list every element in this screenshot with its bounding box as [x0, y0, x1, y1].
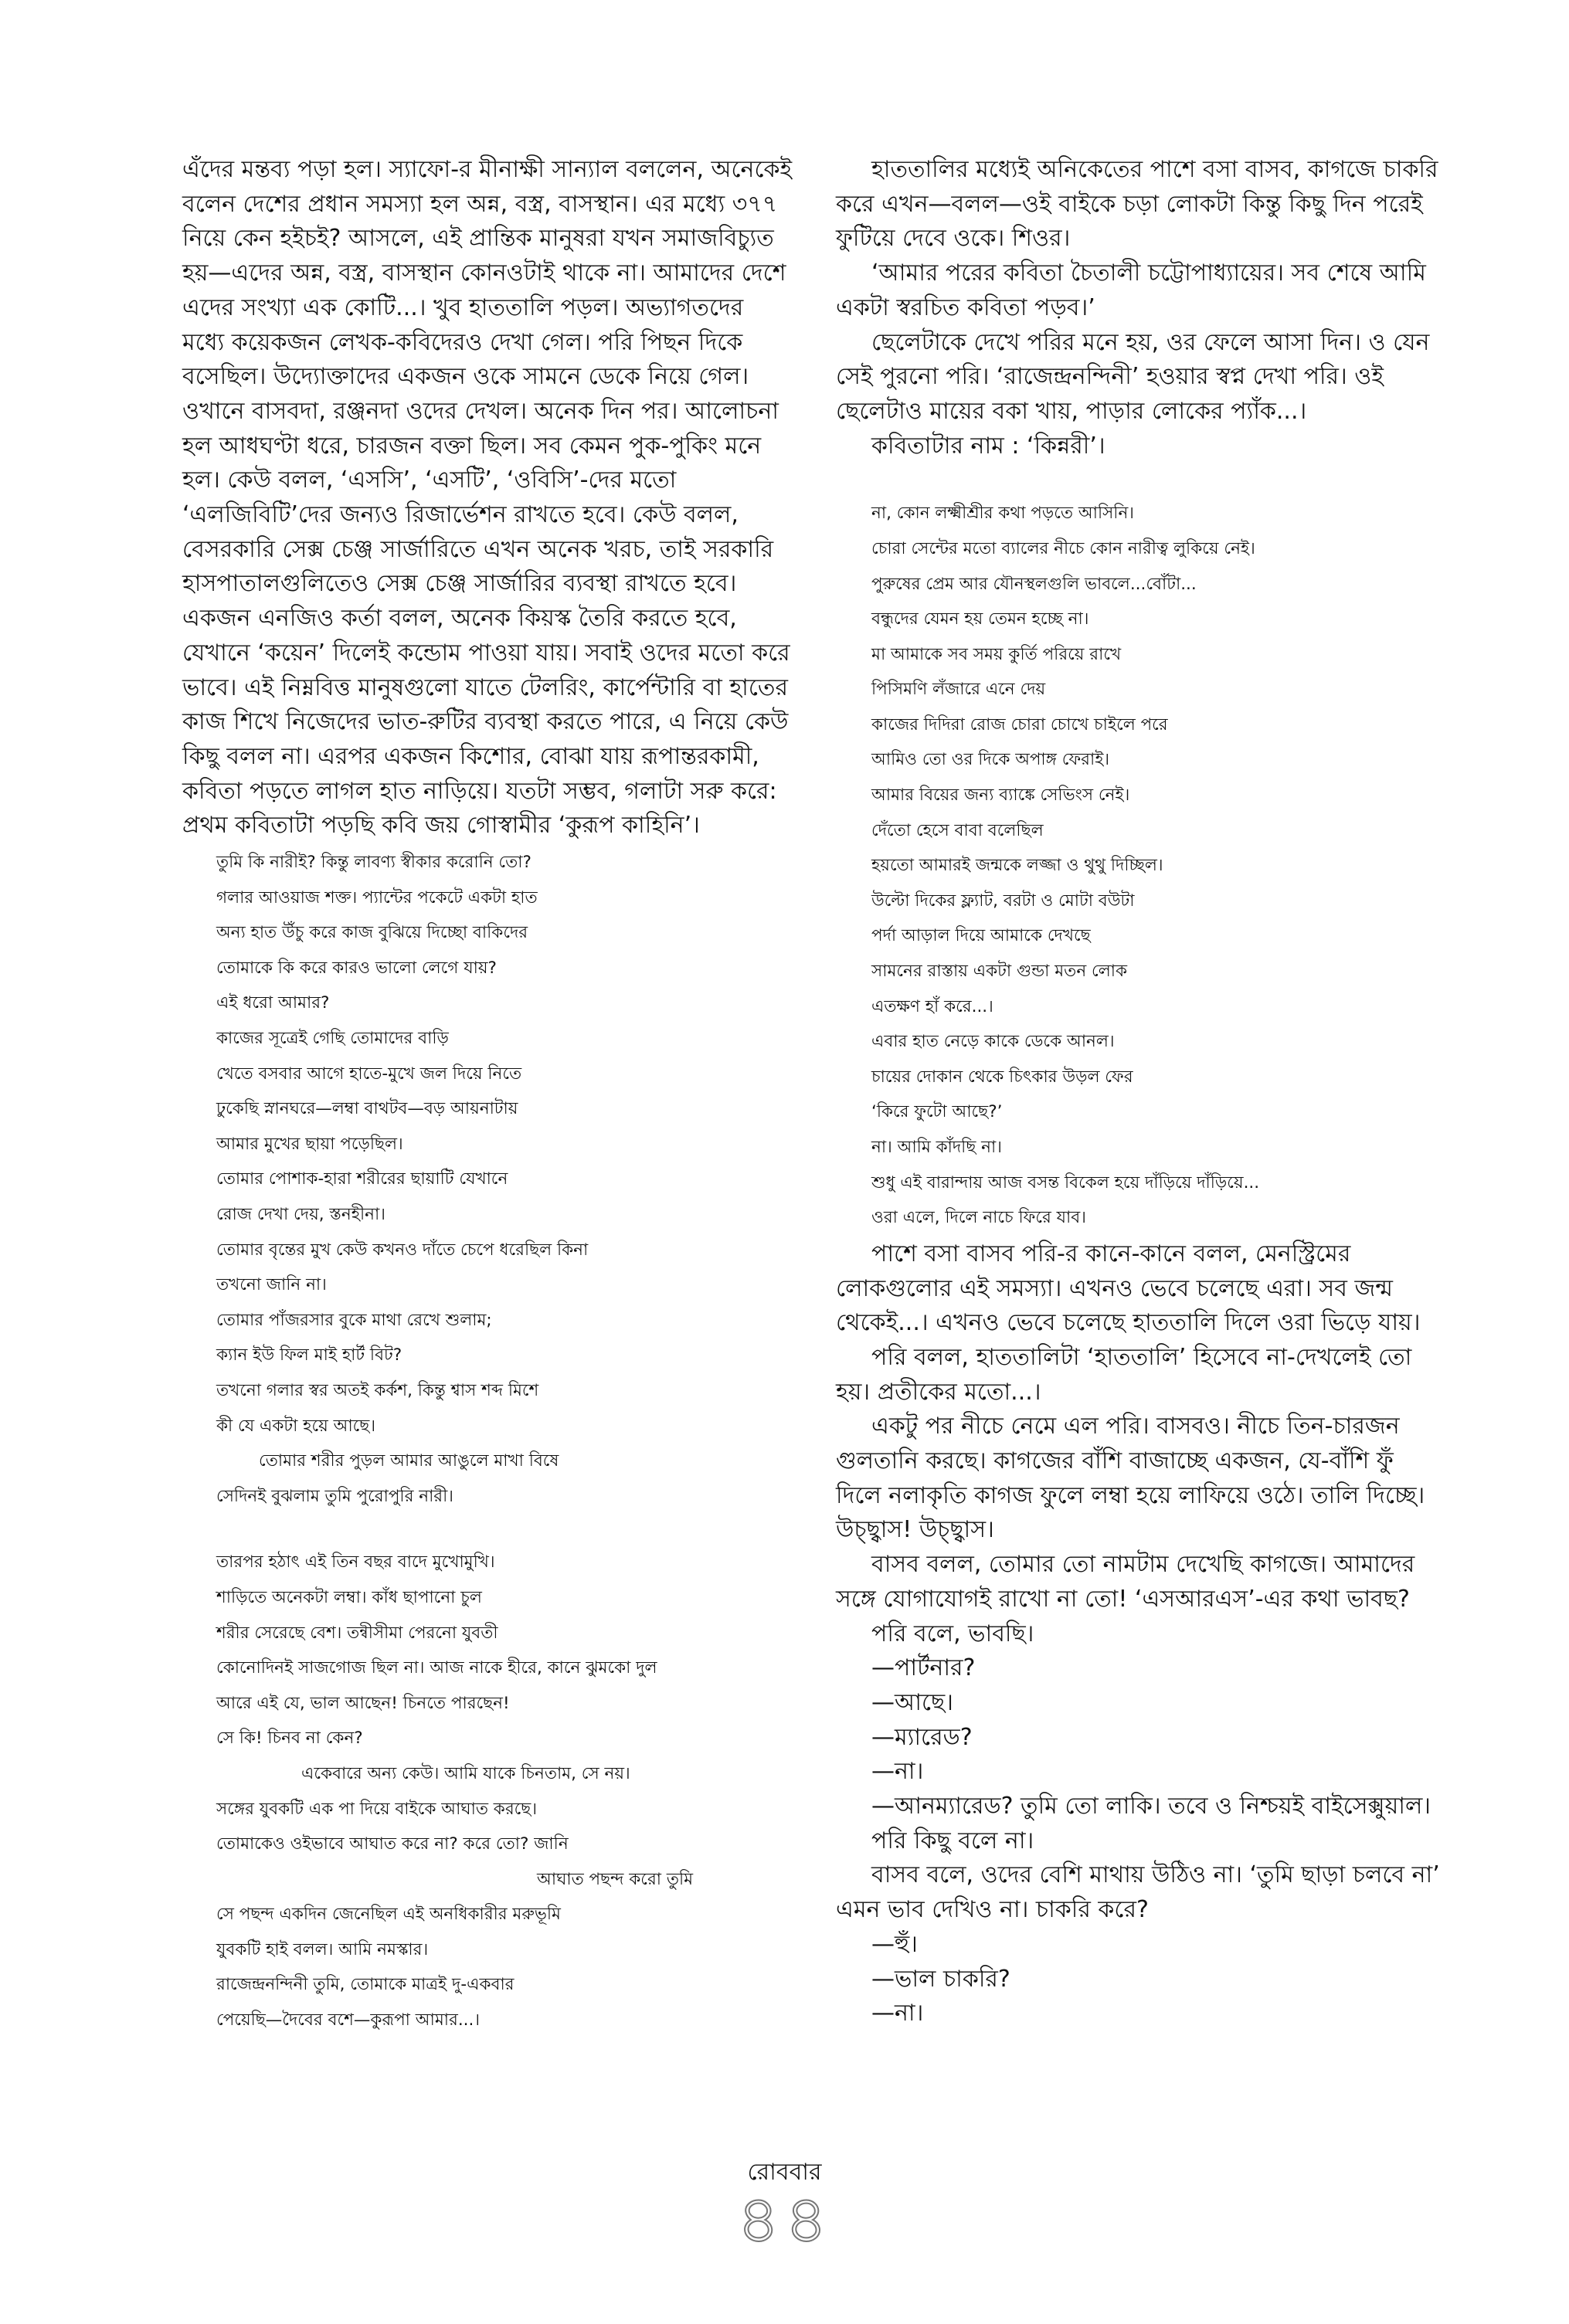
poem-line: হয়তো আমারই জন্মকে লজ্জা ও থুথু দিচ্ছিল।	[871, 856, 1163, 876]
poem-line: গলার আওয়াজ শক্ত। প্যান্টের পকেটে একটা হাত	[216, 887, 538, 908]
poem-line: মা আমাকে সব সময় কুর্তি পরিয়ে রাখে	[871, 644, 1122, 664]
poem-line: বন্ধুদের যেমন হয় তেমন হচ্ছে না।	[871, 609, 1089, 629]
poem-line: কাজের দিদিরা রোজ চোরা চোখে চাইলে পরে	[871, 714, 1168, 735]
poem-line: সে কি! চিনব না কেন?	[216, 1729, 363, 1749]
poem-line: চোরা সেন্টের মতো ব্যালের নীচে কোন নারীত্ব লুকিয়ে নেই।	[871, 538, 1255, 558]
poem-line: অন্য হাত উঁচু করে কাজ বুঝিয়ে দিচ্ছো বাকিদের	[216, 923, 528, 943]
poem-line: এই ধরো আমার?	[216, 993, 330, 1013]
poem-line: তোমার বৃন্তের মুখ কেউ কখনও দাঁতে চেপে ধরেছিল কিনা	[216, 1240, 589, 1260]
poem-stanza	[216, 845, 793, 1514]
paragraph: হাততালির মধ্যেই অনিকেতের পাশে বসা বাসব, কাগজে চাকরি করে এখন—বলল—ওই বাইকে চড়া লোকটা কিন্তু কিছু দিন পরেই ফুটিয়ে দেবে ওকে। শিওর।	[836, 156, 1438, 253]
dialogue-line: —না।	[871, 1758, 924, 1786]
poem-line: চায়ের দোকান থেকে চিৎকার উড়ল ফের	[871, 1067, 1133, 1087]
stanza-break	[216, 1514, 793, 1545]
poem-line: ক্যান ইউ ফিল মাই হার্ট বিট?	[216, 1345, 402, 1366]
page-footer	[0, 2159, 1569, 2258]
poem-line: পিসিমণি লঁজারে এনে দেয়	[871, 680, 1046, 700]
poem-line: কী যে একটা হয়ে আছে।	[216, 1416, 376, 1436]
right-prose-bottom	[836, 1237, 1446, 2031]
page-number: ৪৪	[736, 2181, 833, 2258]
paragraph: পরি বলল, হাততালিটা ‘হাততালি’ হিসেবে না-দেখলেই তো হয়। প্রতীকের মতো...।	[836, 1343, 1412, 1406]
poem-line: সঙ্গের যুবকটি এক পা দিয়ে বাইকে আঘাত করছে।	[216, 1799, 538, 1819]
left-prose	[182, 153, 793, 843]
poem-line: ‘কিরে ফুটো আছে?’	[871, 1102, 1003, 1122]
poem-line: পেয়েছি—দৈবের বশে—কুরূপা আমার...।	[216, 2010, 481, 2031]
dialogue-line: —না।	[871, 2000, 924, 2027]
right-prose-top	[836, 153, 1446, 463]
dialogue-line: —ভাল চাকরি?	[871, 1965, 1010, 1993]
poem-line: এবার হাত নেড়ে কাকে ডেকে আনল।	[871, 1032, 1115, 1052]
poem-line: যুবকটি হাই বলল। আমি নমস্কার।	[216, 1939, 429, 1959]
poem-stanza	[216, 1545, 793, 2037]
poem-line: তোমাকে কি করে কারও ভালো লেগে যায়?	[216, 958, 497, 978]
poem-line: উল্টো দিকের ফ্ল্যাট, বরটা ও মোটা বউটা	[871, 891, 1135, 911]
dialogue-line: —আছে।	[871, 1688, 953, 1716]
paragraph: বাসব বলল, তোমার তো নামটাম দেখেছি কাগজে। আমাদের সঙ্গে যোগাযোগই রাখো না তো! ‘এসআরএস’-এর কথা ভাবছ?	[836, 1551, 1415, 1613]
dialogue-line: —হুঁ।	[871, 1930, 918, 1958]
poem-line: রাজেন্দ্রনন্দিনী তুমি, তোমাকে মাত্রই দু-একবার	[216, 1975, 515, 1995]
poem-line: সামনের রাস্তায় একটা গুন্ডা মতন লোক	[871, 962, 1128, 982]
poem-line: আমার বিয়ের জন্য ব্যাঙ্কে সেভিংস নেই।	[871, 785, 1130, 806]
right-column	[836, 153, 1446, 2031]
poem-line: আমার মুখের ছায়া পড়েছিল।	[216, 1134, 403, 1154]
poem-line: শুধু এই বারান্দায় আজ বসন্ত বিকেল হয়ে দাঁড়িয়ে দাঁড়িয়ে...	[871, 1172, 1260, 1193]
paragraph: ছেলেটাকে দেখে পরির মনে হয়, ওর ফেলে আসা দিন। ও যেন সেই পুরনো পরি। ‘রাজেন্দ্রনন্দিনী’ হওয়ার স্বপ্ন দেখা পরি। ওই ছেলেটাও মায়ের বকা খায়, পাড়ার লোকের প্যাঁক...।	[836, 328, 1430, 425]
poem-line: সে পছন্দ একদিন জেনেছিল এই অনধিকারীর মরুভূমি	[216, 1905, 561, 1925]
dialogue-line: —আনম্যারেড? তুমি তো লাকি। তবে ও নিশ্চয়ই বাইসেক্সুয়াল।	[871, 1793, 1431, 1820]
poem-line: এতক্ষণ হাঁ করে...।	[871, 996, 993, 1016]
paragraph: কবিতাটার নাম : ‘কিন্নরী’।	[871, 432, 1105, 460]
poem-line: পর্দা আড়াল দিয়ে আমাকে দেখছে	[871, 926, 1091, 946]
poem-line: দেঁতো হেসে বাবা বলেছিল	[871, 820, 1044, 840]
poem-line-indented: আঘাত পছন্দ করো তুমি	[537, 1869, 694, 1889]
poem-line: রোজ দেখা দেয়, স্তনহীনা।	[216, 1205, 385, 1224]
poem-kinnori	[836, 496, 1446, 1235]
poem-line: তখনো গলার স্বর অতই কর্কশ, কিন্তু শ্বাস শব্দ মিশে	[216, 1380, 539, 1400]
paragraph: পরি বলে, ভাবছি।	[871, 1620, 1034, 1647]
poem-line: তোমাকেও ওইভাবে আঘাত করে না? করে তো? জানি	[216, 1834, 569, 1854]
paragraph: পরি কিছু বলে না।	[871, 1827, 1034, 1854]
poem-line: শাড়িতে অনেকটা লম্বা। কাঁধ ছাপানো চুল	[216, 1587, 482, 1607]
poem-line: তোমার পাঁজরসার বুকে মাথা রেখে শুলাম;	[216, 1310, 492, 1330]
poem-line-indented: একেবারে অন্য কেউ। আমি যাকে চিনতাম, সে নয়।	[301, 1763, 630, 1783]
left-column	[182, 153, 793, 2038]
poem-line-indented: তোমার শরীর পুড়ল আমার আঙুলে মাখা বিষে	[259, 1451, 559, 1471]
magazine-name: রোববার	[747, 2159, 822, 2186]
poem-line: আরে এই যে, ভাল আছেন! চিনতে পারছেন!	[216, 1693, 510, 1713]
paragraph: ‘আমার পরের কবিতা চৈতালী চট্টোপাধ্যায়ের। সব শেষে আমি একটা স্বরচিত কবিতা পড়ব।’	[836, 260, 1426, 321]
poem-line: সেদিনই বুঝলাম তুমি পুরোপুরি নারী।	[216, 1486, 453, 1506]
poem-line: ওরা এলে, দিলে নাচে ফিরে যাব।	[871, 1208, 1086, 1228]
poem-line: কাজের সূত্রেই গেছি তোমাদের বাড়ি	[216, 1029, 449, 1049]
poem-line: না। আমি কাঁদছি না।	[871, 1138, 1002, 1158]
poem-line: পুরুষের প্রেম আর যৌনস্থলগুলি ভাবলে...বোঁটা...	[871, 574, 1197, 594]
dialogue-line: —ম্যারেড?	[871, 1723, 973, 1751]
poem-line: খেতে বসবার আগে হাতে-মুখে জল দিয়ে নিতে	[216, 1064, 522, 1084]
poem-line: আমিও তো ওর দিকে অপাঙ্গ ফেরাই।	[871, 750, 1110, 770]
poem-line: তখনো জানি না।	[216, 1275, 327, 1295]
poem-line: শরীর সেরেছে বেশ। তন্বীসীমা পেরনো যুবতী	[216, 1623, 498, 1643]
poem-line: ঢুকেছি স্নানঘরে—লম্বা বাথটব—বড় আয়নাটায়	[216, 1099, 518, 1119]
paragraph: পাশে বসা বাসব পরি-র কানে-কানে বলল, মেনস্ট্রিমের লোকগুলোর এই সমস্যা। এখনও ভেবে চলেছে এরা। সব জন্ম থেকেই...। এখনও ভেবে চলেছে হাততালি দিলে ওরা ভিড়ে যায়।	[836, 1240, 1421, 1337]
paragraph: এঁদের মন্তব্য পড়া হল। স্যাফো-র মীনাক্ষী সান্যাল বললেন, অনেকেই বলেন দেশের প্রধান সমস্যা হল অন্ন, বস্ত্র, বাসস্থান। এর মধ্যে ৩৭৭ নিয়ে কেন হইচই? আসলে, এই প্রান্তিক মানুষরা যখন সমাজবিচ্যুত হয়—এদের অন্ন, বস্ত্র, বাসস্থান কোনওটাই থাকে না। আমাদের দেশে এদের সংখ্যা এক কোটি...। খুব হাততালি পড়ল। অভ্যাগতদের মধ্যে কয়েকজন লেখক-কবিদেরও দেখা গেল। পরি পিছন দিকে বসেছিল। উদ্যোক্তাদের একজন ওকে সামনে ডেকে নিয়ে গেল। ওখানে বাসবদা, রঞ্জনদা ওদের দেখল। অনেক দিন পর। আলোচনা হল আধঘণ্টা ধরে, চারজন বক্তা ছিল। সব কেমন পুক-পুকিং মনে হল। কেউ বলল, ‘এসসি’, ‘এসটি’, ‘ওবিসি’-দের মতো ‘এলজিবিটি’দের জন্যও রিজার্ভেশন রাখতে হবে। কেউ বলল, বেসরকারি সেক্স চেঞ্জ সার্জারিতে এখন অনেক খরচ, তাই সরকারি হাসপাতালগুলিতেও সেক্স চেঞ্জ সার্জারির ব্যবস্থা রাখতে হবে। একজন এনজিও কর্তা বলল, অনেক কিয়স্ক তৈরি করতে হবে, যেখানে ‘কয়েন’ দিলেই কন্ডোম পাওয়া যায়। সবাই ওদের মতো করে ভাবে। এই নিম্নবিত্ত মানুষগুলো যাতে টেলরিং, কার্পেন্টারি বা হাতের কাজ শিখে নিজেদের ভাত-রুটির ব্যবস্থা করতে পারে, এ নিয়ে কেউ কিছু বলল না। এরপর একজন কিশোর, বোঝা যায় রূপান্তরকামী, কবিতা পড়তে লাগল হাত নাড়িয়ে। যতটা সম্ভব, গলাটা সরু করে: প্রথম কবিতাটা পড়ছি কবি জয় গোস্বামীর ‘কুরূপ কাহিনি’।	[182, 156, 793, 840]
poem-kurup-kahini	[182, 845, 793, 2038]
dialogue-line: —পার্টনার?	[871, 1654, 976, 1682]
poem-line: না, কোন লক্ষ্মীশ্রীর কথা পড়তে আসিনি।	[871, 504, 1134, 524]
poem-line: তুমি কি নারীই? কিন্তু লাবণ্য স্বীকার করোনি তো?	[216, 853, 531, 873]
paragraph: বাসব বলে, ওদের বেশি মাথায় উঠিও না। ‘তুমি ছাড়া চলবে না’ এমন ভাব দেখিও না। চাকরি করে?	[836, 1861, 1440, 1924]
poem-line: তারপর হঠাৎ এই তিন বছর বাদে মুখোমুখি।	[216, 1552, 495, 1573]
poem-line: কোনোদিনই সাজগোজ ছিল না। আজ নাকে হীরে, কানে ঝুমকো দুল	[216, 1658, 657, 1678]
paragraph: একটু পর নীচে নেমে এল পরি। বাসবও। নীচে তিন-চারজন গুলতানি করছে। কাগজের বাঁশি বাজাচ্ছে একজন, যে-বাঁশি ফুঁ দিলে নলাকৃতি কাগজ ফুলে লম্বা হয়ে লাফিয়ে ওঠে। তালি দিচ্ছে। উচ্ছ্বাস! উচ্ছ্বাস।	[836, 1413, 1425, 1544]
poem-line: তোমার পোশাক-হারা শরীরের ছায়াটি যেখানে	[216, 1169, 508, 1189]
